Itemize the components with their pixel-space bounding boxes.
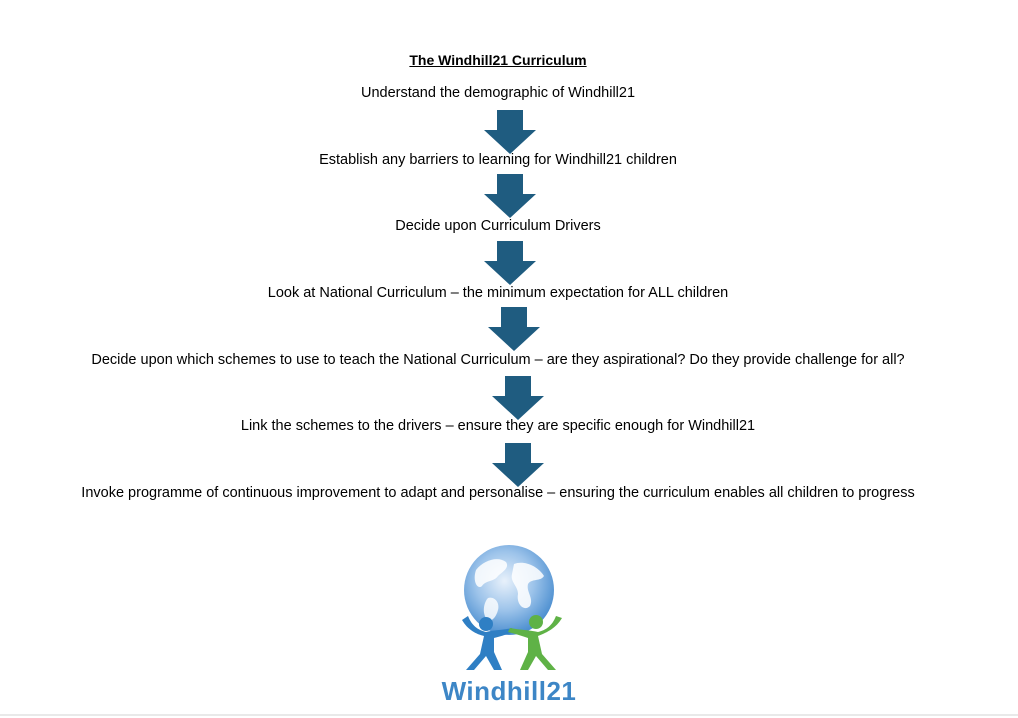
- flow-step-6: Link the schemes to the drivers – ensure they are specific enough for Windhill21: [240, 418, 756, 434]
- down-arrow-icon: [484, 174, 536, 218]
- bottom-divider: [0, 714, 1018, 716]
- down-arrow-icon: [492, 376, 544, 420]
- flow-step-7: Invoke programme of continuous improvement to adapt and personalise – ensuring the curriculum enables all children to progress: [81, 485, 915, 501]
- down-arrow-icon: [488, 307, 540, 351]
- down-arrow-icon: [492, 443, 544, 487]
- flow-step-4: Look at National Curriculum – the minimum expectation for ALL children: [267, 285, 729, 301]
- logo-wordmark: Windhill21: [441, 676, 577, 706]
- flow-step-3: Decide upon Curriculum Drivers: [395, 218, 601, 234]
- flow-step-2: Establish any barriers to learning for Windhill21 children: [319, 152, 677, 168]
- flow-step-1: Understand the demographic of Windhill21: [360, 85, 636, 101]
- down-arrow-icon: [484, 110, 536, 154]
- page-title: The Windhill21 Curriculum: [409, 52, 587, 68]
- flow-step-5: Decide upon which schemes to use to teach the National Curriculum – are they aspirational? Do they provide challenge for all?: [91, 352, 905, 368]
- down-arrow-icon: [484, 241, 536, 285]
